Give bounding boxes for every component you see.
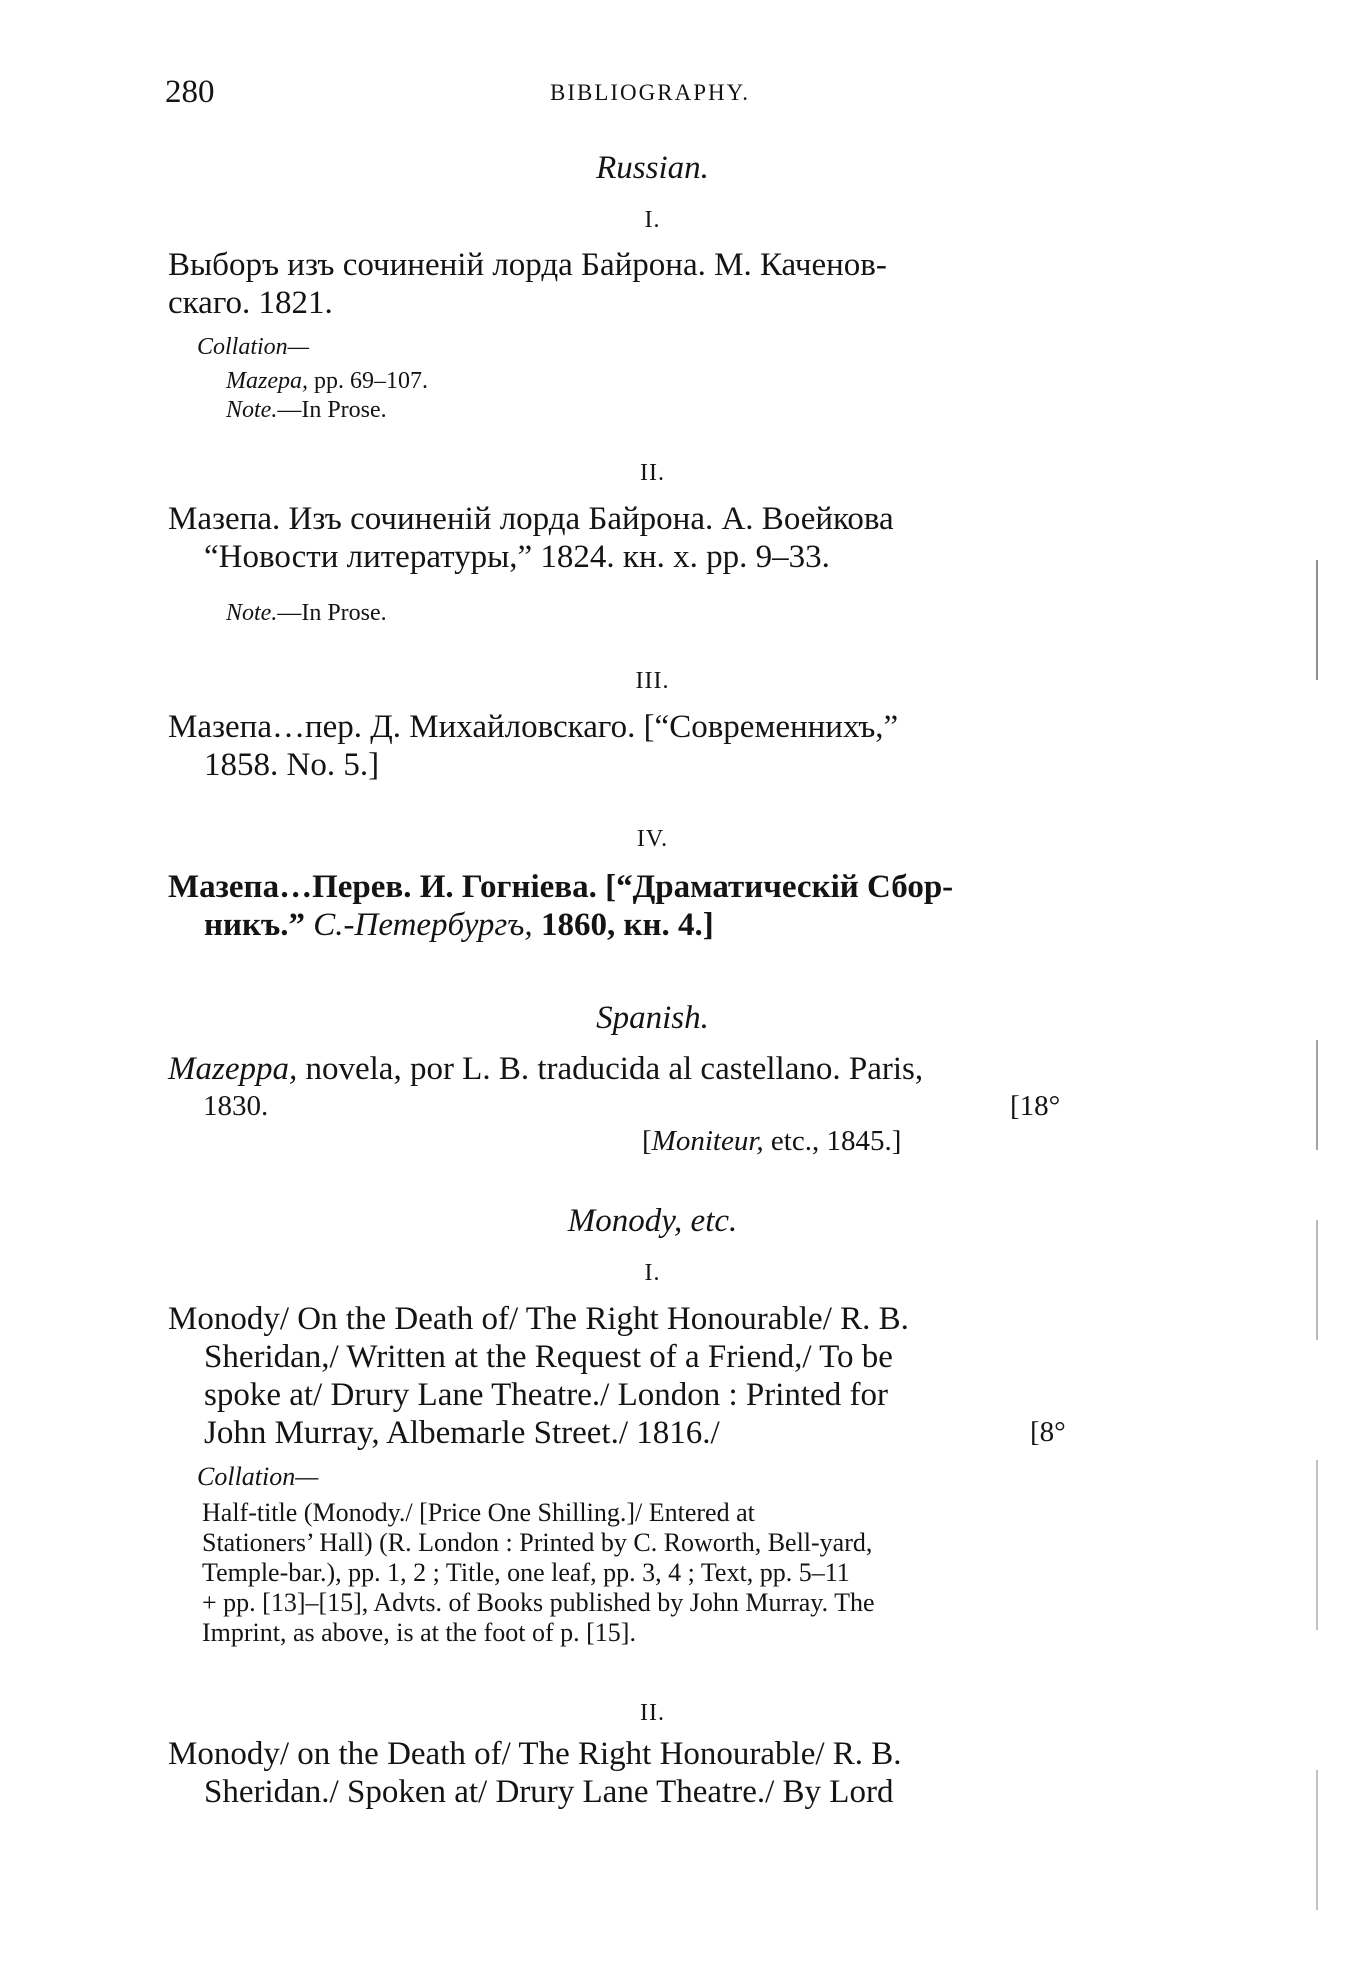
note-text: —In Prose. <box>277 600 387 626</box>
margin-line <box>1316 1040 1318 1150</box>
collation-line: Stationers’ Hall) (R. London : Printed by C. Roworth, Bell-yard, <box>202 1528 873 1557</box>
entry-numeral: II. <box>640 1700 665 1726</box>
collation-label: Collation— <box>197 334 310 360</box>
running-head <box>165 74 1135 114</box>
entry-line: Sheridan./ Spoken at/ Drury Lane Theatre./ By Lord <box>204 1774 894 1810</box>
scan-margin-marks <box>1298 540 1338 1940</box>
note-text: —In Prose. <box>277 397 387 423</box>
monody-entry-2 <box>168 1735 1113 1811</box>
entry-numeral: I. <box>644 207 661 233</box>
note <box>226 600 387 627</box>
margin-line <box>1316 1770 1318 1910</box>
format-mark: [18° <box>1010 1090 1061 1122</box>
page-number: 280 <box>165 74 215 110</box>
note-label: Note. <box>226 397 278 423</box>
note <box>226 397 387 424</box>
entry-line: скаго. 1821. <box>168 285 333 321</box>
running-title: BIBLIOGRAPHY. <box>549 80 751 105</box>
note-label: Note. <box>226 600 278 626</box>
entry-line: Выборъ изъ сочиненій лорда Байрона. М. Каченов- <box>168 247 887 283</box>
entry-line: Monody/ On the Death of/ The Right Honourable/ R. B. <box>168 1301 909 1337</box>
collation-line: Temple-bar.), pp. 1, 2 ; Title, one leaf, pp. 3, 4 ; Text, pp. 5–11 <box>202 1558 850 1587</box>
entry-text: 1860, кн. 4.] <box>532 907 714 943</box>
entry-line: Мазепа…пер. Д. Михайловскаго. [“Современнихъ,” <box>168 709 899 745</box>
entry-title: Mazeppa, <box>168 1051 298 1087</box>
section-heading-russian: Russian. <box>596 150 709 186</box>
collation-label: Collation— <box>197 1462 319 1491</box>
monody-entry-1 <box>168 1300 1113 1452</box>
russian-entry-1 <box>168 246 1113 322</box>
russian-entry-3 <box>168 708 1113 784</box>
entry-numeral: II. <box>640 460 665 486</box>
margin-line <box>1316 560 1318 680</box>
collation-line: Half-title (Monody./ [Price One Shilling.]/ Entered at <box>202 1498 755 1527</box>
entry-line <box>168 1050 1113 1088</box>
entry-line: Мазепа…Перев. И. Гогніева. [“Драматическій Сбор- <box>168 869 954 905</box>
entry-line: spoke at/ Drury Lane Theatre./ London : Printed for <box>204 1377 888 1413</box>
section-heading-spanish: Spanish. <box>596 1000 709 1036</box>
collation-line <box>226 367 428 396</box>
entry-text: novela, por L. B. traducida al castellano. Paris, <box>297 1051 924 1087</box>
russian-entry-4 <box>168 868 1113 944</box>
margin-line <box>1316 1220 1318 1340</box>
entry-numeral: I. <box>644 1260 661 1286</box>
year: 1830. <box>203 1090 269 1122</box>
margin-line <box>1316 1460 1318 1630</box>
collation-title: Mazepa, <box>226 368 308 394</box>
entry-line: Monody/ on the Death of/ The Right Honourable/ R. B. <box>168 1736 902 1772</box>
format-mark: [8° <box>1030 1416 1066 1448</box>
entry-text: никъ.” <box>204 907 314 943</box>
entry-line: Мазепа. Изъ сочиненій лорда Байрона. А. Воейкова <box>168 501 894 537</box>
section-heading-monody: Monody, etc. <box>567 1203 738 1239</box>
entry-line <box>168 906 1113 944</box>
entry-line: 1858. No. 5.] <box>204 747 380 783</box>
russian-entry-2 <box>168 500 1113 576</box>
entry-line: John Murray, Albemarle Street./ 1816./ <box>204 1415 720 1451</box>
entry-line: “Новости литературы,” 1824. кн. х. pp. 9–33. <box>204 539 830 575</box>
entry-numeral: IV. <box>636 826 669 852</box>
spanish-entry <box>168 1050 1113 1088</box>
ref-text: etc., 1845.] <box>763 1125 902 1157</box>
collation-line: + pp. [13]–[15], Advts. of Books published by John Murray. The <box>202 1588 875 1617</box>
entry-line: Sheridan,/ Written at the Request of a Friend,/ To be <box>204 1339 893 1375</box>
entry-numeral: III. <box>635 668 670 694</box>
ref-bracket: [ <box>642 1125 652 1157</box>
reference <box>642 1127 901 1156</box>
collation-description <box>202 1498 1112 1648</box>
collation-line: Imprint, as above, is at the foot of p. [15]. <box>202 1618 636 1647</box>
collation-pages: pp. 69–107. <box>307 368 428 394</box>
city-name: С.-Петербургъ, <box>313 907 533 943</box>
ref-source: Moniteur, <box>651 1125 764 1157</box>
